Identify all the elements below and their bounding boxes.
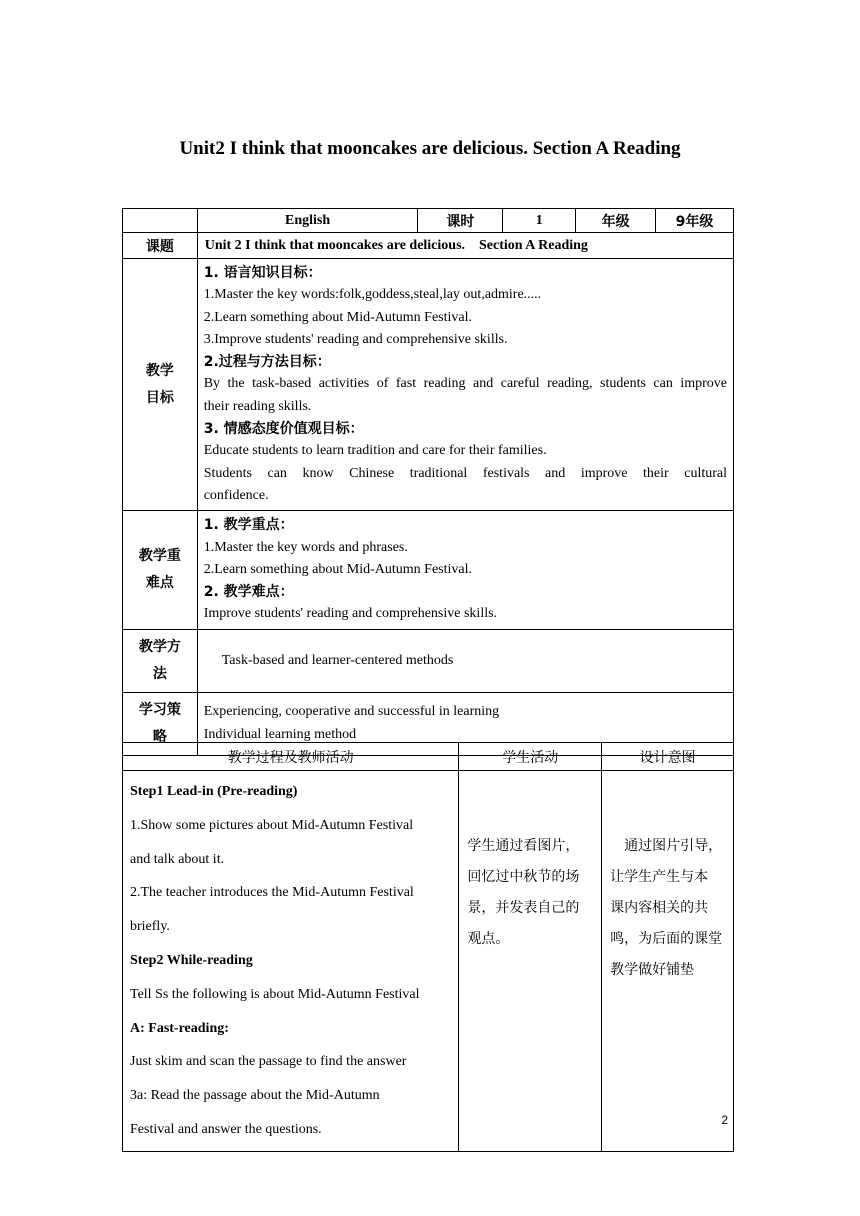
objectives-heading-1: 1. 语言知识目标： <box>203 265 322 281</box>
period-label: 课时 <box>418 209 503 233</box>
key-points-line: Improve students' reading and comprehensive skills. <box>203 606 498 622</box>
process-col-teacher: 教学过程及教师活动 <box>123 743 459 771</box>
process-table <box>122 742 734 1152</box>
header-blank-cell <box>123 209 198 233</box>
topic-row <box>123 233 734 259</box>
objectives-heading-3: 3. 情感态度价值观目标： <box>203 421 364 438</box>
step-heading: Step2 While-reading <box>130 952 253 968</box>
methods-label-line2: 法 <box>152 665 167 682</box>
strategy-line: Experiencing, cooperative and successful in learning <box>203 704 500 720</box>
process-content-row <box>123 771 734 1152</box>
strategy-label-line1: 学习策 <box>138 701 181 718</box>
step-heading: A: Fast-reading: <box>130 1020 229 1036</box>
topic-value: Unit 2 I think that mooncakes are delicious. Section A Reading <box>197 233 733 259</box>
objectives-label-line1: 教学 <box>145 362 174 379</box>
student-line: 学生通过看图片， <box>467 838 580 854</box>
objectives-line: By the task-based activities of fast reading and careful reading, students can improve <box>203 376 727 392</box>
process-header-row <box>123 743 734 771</box>
lesson-info-table <box>122 208 734 756</box>
step-line: 1.Show some pictures about Mid-Autumn Festival <box>130 817 414 833</box>
step-line: briefly. <box>130 919 170 935</box>
objectives-label <box>123 259 198 511</box>
methods-label <box>123 629 198 692</box>
subject-cell: English <box>197 209 418 233</box>
period-value: 1 <box>503 209 576 233</box>
grade-label: 年级 <box>576 209 656 233</box>
design-intent-cell <box>602 771 734 1152</box>
intent-line: 鸣，为后面的课堂 <box>610 931 723 947</box>
objectives-line: 2.Learn something about Mid-Autumn Festival. <box>203 309 472 325</box>
page-number: 2 <box>721 1113 728 1127</box>
methods-row <box>123 629 734 692</box>
process-col-intent: 设计意图 <box>602 743 734 771</box>
student-line: 景，并发表自己的 <box>467 900 580 916</box>
objectives-line: 3.Improve students' reading and comprehensive skills. <box>203 331 508 347</box>
objectives-line: Educate students to learn tradition and care for their families. <box>203 443 547 459</box>
objectives-line: confidence. <box>203 487 269 503</box>
key-points-label-line2: 难点 <box>145 575 174 591</box>
teacher-activity-cell <box>123 771 459 1152</box>
objectives-content <box>197 259 733 511</box>
step-line: Festival and answer the questions. <box>130 1121 322 1137</box>
student-line: 回忆过中秋节的场 <box>467 869 580 885</box>
key-points-line: 1.Master the key words and phrases. <box>203 539 408 555</box>
objectives-heading-2: 2.过程与方法目标： <box>203 354 331 371</box>
step-line: 2.The teacher introduces the Mid-Autumn Festival <box>130 885 414 901</box>
student-line: 观点。 <box>467 931 510 947</box>
key-points-label-line1: 教学重 <box>138 548 181 564</box>
intent-line: 通过图片引导， <box>624 838 723 854</box>
step-line: Just skim and scan the passage to find the answer <box>130 1054 407 1070</box>
objectives-label-line2: 目标 <box>145 389 174 406</box>
step-heading: Step1 Lead-in (Pre-reading) <box>130 784 298 799</box>
strategy-label-line2: 略 <box>152 728 167 745</box>
key-points-label <box>123 511 198 629</box>
objectives-line: Students can know Chinese traditional festivals and improve their cultural <box>203 465 727 481</box>
key-points-heading-2: 2. 教学难点： <box>203 584 294 601</box>
intent-line: 让学生产生与本 <box>610 869 709 885</box>
objectives-row <box>123 259 734 511</box>
objectives-line: their reading skills. <box>203 398 312 414</box>
key-points-heading-1: 1. 教学重点： <box>203 517 294 534</box>
key-points-line: 2.Learn something about Mid-Autumn Festival. <box>203 561 472 577</box>
step-line: 3a: Read the passage about the Mid-Autumn <box>130 1088 380 1104</box>
topic-label: 课题 <box>123 233 198 259</box>
step-line: Tell Ss the following is about Mid-Autumn Festival <box>130 986 420 1002</box>
process-col-student: 学生活动 <box>459 743 602 771</box>
methods-label-line1: 教学方 <box>138 638 181 655</box>
intent-line: 课内容相关的共 <box>610 900 709 916</box>
intent-line: 教学做好铺垫 <box>610 962 695 978</box>
key-points-row <box>123 511 734 629</box>
student-activity-cell <box>459 771 602 1152</box>
objectives-line: 1.Master the key words:folk,goddess,steal,lay out,admire..... <box>203 287 542 303</box>
page-title: Unit2 I think that mooncakes are delicious. Section A Reading <box>179 138 681 159</box>
key-points-content <box>197 511 733 629</box>
step-line: and talk about it. <box>130 851 225 867</box>
strategy-line: Individual learning method <box>203 726 357 742</box>
header-row <box>123 209 734 233</box>
methods-value: Task-based and learner-centered methods <box>197 629 733 692</box>
grade-value: 9年级 <box>656 209 734 233</box>
